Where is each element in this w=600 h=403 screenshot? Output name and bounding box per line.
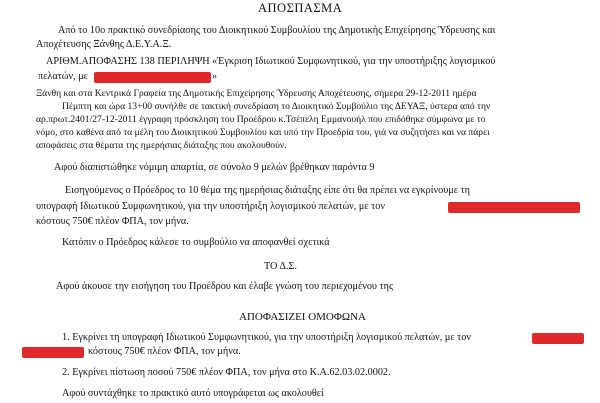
chairman-intro-line-2: υπογραφή Ιδιωτικού Συμφωνητικού, για την υποστήριξη λογισμικού πελατών, με τον	[36, 201, 385, 212]
meeting-paragraph-line-3: αρ.πρωτ.2401/27-12-2011 έγγραφη πρόσκληση του Προέδρου κ.Τσέπελη Εμμανουήλ που επιδόθηκε σύμφωνα με το	[36, 114, 486, 125]
intro-line-2: Αποχέτευσης Ξάνθης Δ.Ε.Υ.Α.Ξ.	[36, 39, 172, 50]
board-label: ΤΟ Δ.Σ.	[264, 261, 297, 272]
call-vote-statement: Κατόπιν ο Πρόεδρος κάλεσε το συμβούλιο να αποφανθεί σχετικά	[62, 237, 330, 248]
redaction-bar	[448, 202, 580, 213]
redaction-bar	[22, 347, 84, 358]
meeting-paragraph-line-2: Πέμπτη και ώρα 13+00 συνήλθε σε τακτική συνεδρίαση το Διοικητικό Συμβούλιο της ΔΕΥΑΞ, ύστερα από την	[62, 101, 491, 112]
decision-item-2: 2. Εγκρίνει πίστωση ποσού 750€ πλέον ΦΠΑ, τον μήνα στο Κ.Α.62.03.02.0002.	[62, 367, 391, 378]
redaction-bar	[94, 72, 211, 83]
decision-summary-line-1: ΑΡΙΘΜ.ΑΠΟΦΑΣΗΣ 138 ΠΕΡΙΛΗΨΗ «Έγκριση Ιδιωτικού Συμφωνητικού, για την υποστήριξης λογισμικού	[46, 56, 496, 67]
decision-summary-line-2-end: »	[212, 71, 218, 82]
closing-statement: Αφού συντάχθηκε το πρακτικό αυτό υπογράφεται ως ακολουθεί	[62, 388, 324, 399]
page-title: ΑΠΟΣΠΑΣΜΑ	[258, 1, 343, 15]
decision-heading: ΑΠΟΦΑΣΙΖΕΙ ΟΜΟΦΩΝΑ	[239, 311, 366, 323]
meeting-paragraph-line-1: Ξάνθη και στα Κεντρικά Γραφεία της Δημοτικής Επιχείρησης Ύδρευσης Αποχέτευσης, σήμερα 29-12-2011 ημέρα	[36, 88, 477, 99]
decision-summary-line-2-start: πελατών, με	[38, 71, 88, 82]
quorum-statement: Αφού διαπιστώθηκε νόμιμη απαρτία, σε σύνολο 9 μελών βρέθηκαν παρόντα 9	[54, 162, 375, 173]
board-heard-statement: Αφού άκουσε την εισήγηση του Προέδρου και έλαβε γνώση του περιεχομένου της	[56, 281, 393, 292]
chairman-intro-line-3: κόστους 750€ πλέον ΦΠΑ, τον μήνα.	[36, 216, 189, 227]
decision-item-1-line-1: 1. Εγκρίνει τη υπογραφή Ιδιωτικού Συμφωνητικού, για την υποστήριξη λογισμικού πελατών, με τον	[62, 332, 471, 343]
chairman-intro-line-1: Εισηγούμενος ο Πρόεδρος το 10 θέμα της ημερήσιας διάταξης είπε ότι θα πρέπει να εγκρίνουμε τη	[65, 185, 470, 196]
meeting-paragraph-line-4: νόμο, στο καθένα από τα μέλη του Διοικητικού Συμβουλίου και υπό την Προεδρία του, γιά να συζητήσει και να πάρει	[36, 127, 490, 138]
redaction-bar	[532, 333, 584, 344]
meeting-paragraph-line-5: αποφάσεις στα θέματα της ημερήσιας διάταξης που ακολουθούν.	[36, 140, 287, 151]
decision-item-1-line-2: κόστους 750€ πλέον ΦΠΑ, τον μήνα.	[88, 346, 241, 357]
intro-line-1: Από το 10ο πρακτικό συνεδρίασης του Διοικητικού Συμβουλίου της Δημοτικής Επιχείρησης Ύδρευσης και	[58, 25, 496, 36]
